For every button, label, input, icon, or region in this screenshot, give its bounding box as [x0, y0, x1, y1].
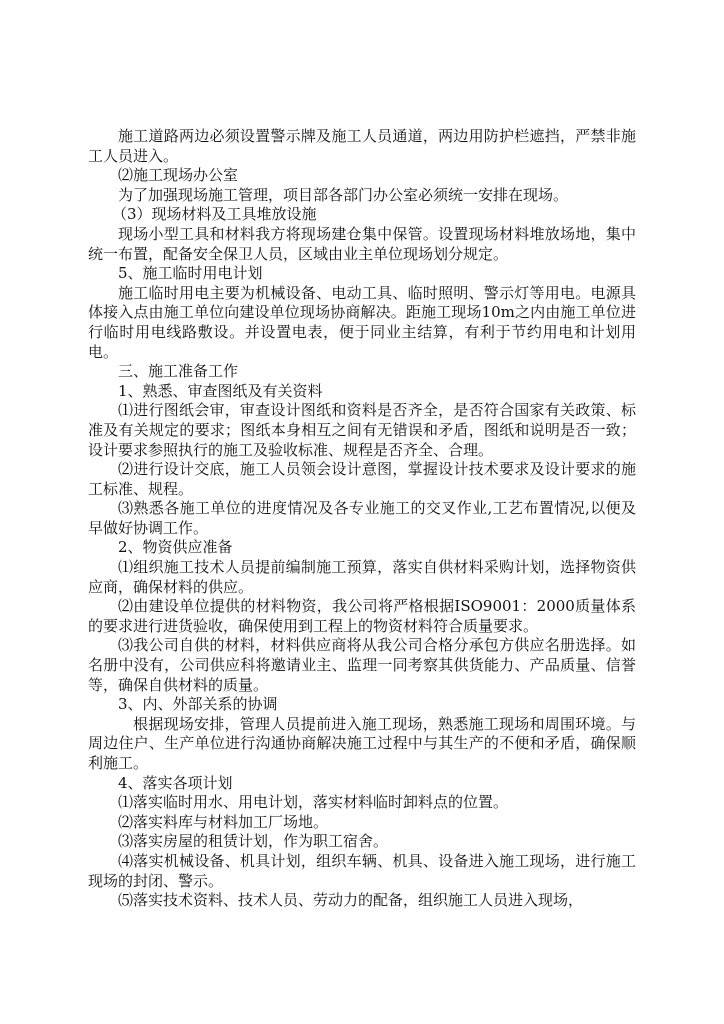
document-page — [88, 127, 636, 911]
paragraph-material-storage: 现场小型工具和材料我方将现场建仓集中保管。设置现场材料堆放场地，集中统一布置，配备安全保卫人员，区域由业主单位现场划分规定。 — [88, 224, 636, 263]
paragraph-site-office: 为了加强现场施工管理，项目部各部门办公室必须统一安排在现场。 — [118, 185, 569, 204]
list-item-plan-1: ⑴落实临时用水、用电计划，落实材料临时卸料点的位置。 — [118, 793, 509, 812]
heading-material-supply: 2、物资供应准备 — [118, 538, 233, 557]
paragraph-material-supply-3: ⑶我公司自供的材料，材料供应商将从我公司合格分承包方供应名册选择。如名册中没有，公司供应科将邀请业主、监理一同考察其供货能力、产品质量、信誉等，确保自供材料的质量。 — [88, 636, 636, 694]
paragraph-road-safety: 施工道路两边必须设置警示牌及施工人员通道，两边用防护栏遮挡，严禁非施工人员进入。 — [88, 127, 636, 165]
heading-material-storage: （3）现场材料及工具堆放设施 — [112, 205, 317, 224]
heading-site-office: ⑵施工现场办公室 — [118, 166, 239, 185]
heading-coordination: 3、内、外部关系的协调 — [118, 695, 278, 714]
paragraph-drawings-review-2: ⑵进行设计交底，施工人员领会设计意图，掌握设计技术要求及设计要求的施工标准、规程。 — [88, 460, 636, 498]
paragraph-drawings-review-1: ⑴进行图纸会审，审查设计图纸和资料是否齐全，是否符合国家有关政策、标准及有关规定的要求；图纸本身相互之间有无错误和矛盾，图纸和说明是否一致；设计要求参照执行的施工及验收标准、规程是否齐全、合理。 — [88, 401, 636, 459]
paragraph-material-supply-1: ⑴组织施工技术人员提前编制施工预算，落实自供材料采购计划，选择物资供应商，确保材料的供应。 — [88, 558, 636, 596]
paragraph-drawings-review-3: ⑶熟悉各施工单位的进度情况及各专业施工的交叉作业,工艺布置情况,以便及早做好协调工作。 — [88, 499, 636, 537]
list-item-plan-4: ⑷落实机械设备、机具计划，组织车辆、机具、设备进入施工现场，进行施工现场的封闭、警示。 — [88, 851, 636, 890]
paragraph-material-supply-2: ⑵由建设单位提供的材料物资，我公司将严格根据ISO9001：2000质量体系的要求进行进货验收，确保使用到工程上的物资材料符合质量要求。 — [88, 597, 636, 635]
paragraph-temporary-power: 施工临时用电主要为机械设备、电动工具、临时照明、警示灯等用电。电源具体接入点由施工单位向建设单位现场协商解决。距施工现场10m之内由施工单位进行临时用电线路敷设。并设置电表，便于同业主结算，有利于节约用电和计划用电。 — [88, 283, 636, 361]
section-heading-preparation: 三、施工准备工作 — [118, 362, 239, 381]
paragraph-coordination: 根据现场安排，管理人员提前进入施工现场，熟悉施工现场和周围环境。与周边住户、生产单位进行沟通协商解决施工过程中与其生产的不便和矛盾，确保顺利施工。 — [88, 714, 636, 772]
list-item-plan-5: ⑸落实技术资料、技术人员、劳动力的配备，组织施工人员进入现场， — [118, 891, 584, 910]
list-item-plan-2: ⑵落实料库与材料加工厂场地。 — [118, 812, 329, 831]
list-item-plan-3: ⑶落实房屋的租赁计划，作为职工宿舍。 — [118, 832, 389, 851]
heading-temporary-power: 5、施工临时用电计划 — [118, 264, 263, 283]
heading-drawings-review: 1、熟悉、审查图纸及有关资料 — [118, 381, 323, 400]
heading-implementation-plans: 4、落实各项计划 — [118, 773, 233, 792]
